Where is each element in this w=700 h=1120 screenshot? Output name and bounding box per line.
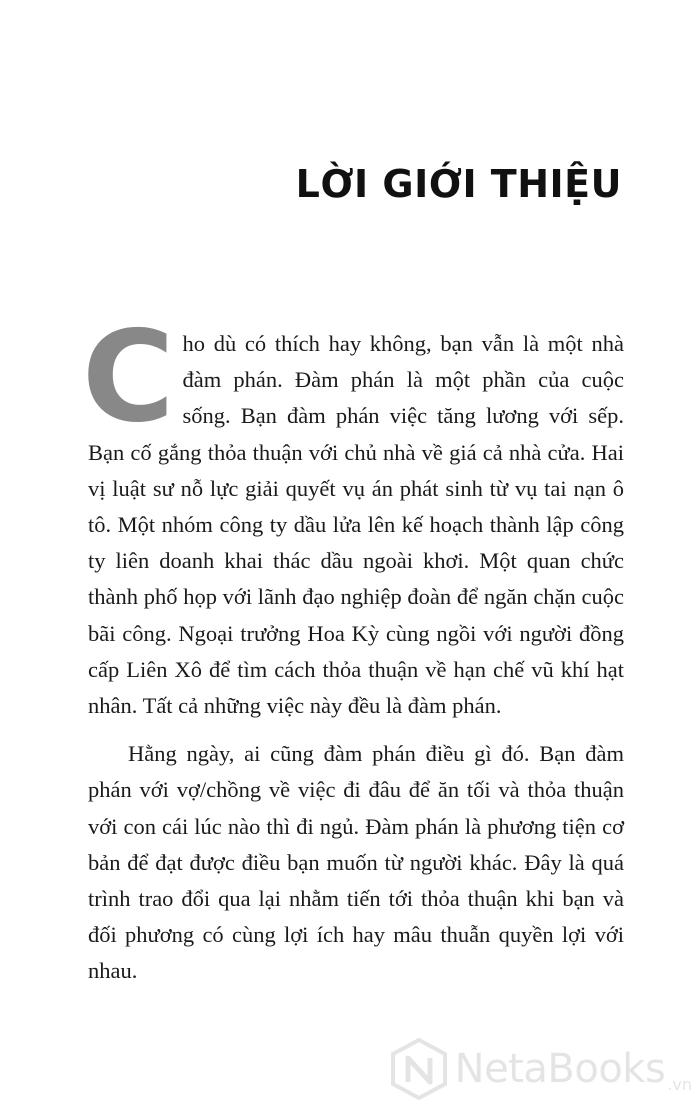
watermark-brand: NetaBooks	[454, 1046, 666, 1092]
paragraph-2: Hằng ngày, ai cũng đàm phán điều gì đó. Bạn đàm phán với vợ/chồng về việc đi đâu để ăn tối và thỏa thuận với con cái lúc nào thì đi ngủ. Đàm phán là phương tiện cơ bản để đạt được điều bạn muốn từ người khác. Đây là quá trình trao đổi qua lại nhằm tiến tới thỏa thuận khi bạn và đối phương có cùng lợi ích hay mâu thuẫn quyền lợi với nhau.	[88, 741, 624, 984]
paragraph-1	[82, 303, 624, 724]
chapter-title: LỜI GIỚI THIỆU	[295, 162, 622, 206]
watermark	[389, 1038, 692, 1100]
netabooks-logo-icon	[389, 1038, 449, 1100]
drop-cap: C	[82, 303, 175, 450]
watermark-suffix: .vn	[667, 1075, 692, 1094]
chapter-body	[82, 303, 624, 990]
paragraph-1-text: ho dù có thích hay không, bạn vẫn là một nhà đàm phán. Đàm phán là một phần của cuộc sống. Bạn đàm phán việc tăng lương với sếp. Bạn cố gắng thỏa thuận với chủ nhà về giá cả nhà cửa. Hai vị luật sư nỗ lực giải quyết vụ án phát sinh từ vụ tai nạn ô tô. Một nhóm công ty dầu lửa lên kế hoạch thành lập công ty liên doanh khai thác dầu ngoài khơi. Một quan chức thành phố họp với lãnh đạo nghiệp đoàn để ngăn chặn cuộc bãi công. Ngoại trưởng Hoa Kỳ cùng ngồi với người đồng cấp Liên Xô để tìm cách thỏa thuận về hạn chế vũ khí hạt nhân. Tất cả những việc này đều là đàm phán.	[88, 331, 624, 719]
